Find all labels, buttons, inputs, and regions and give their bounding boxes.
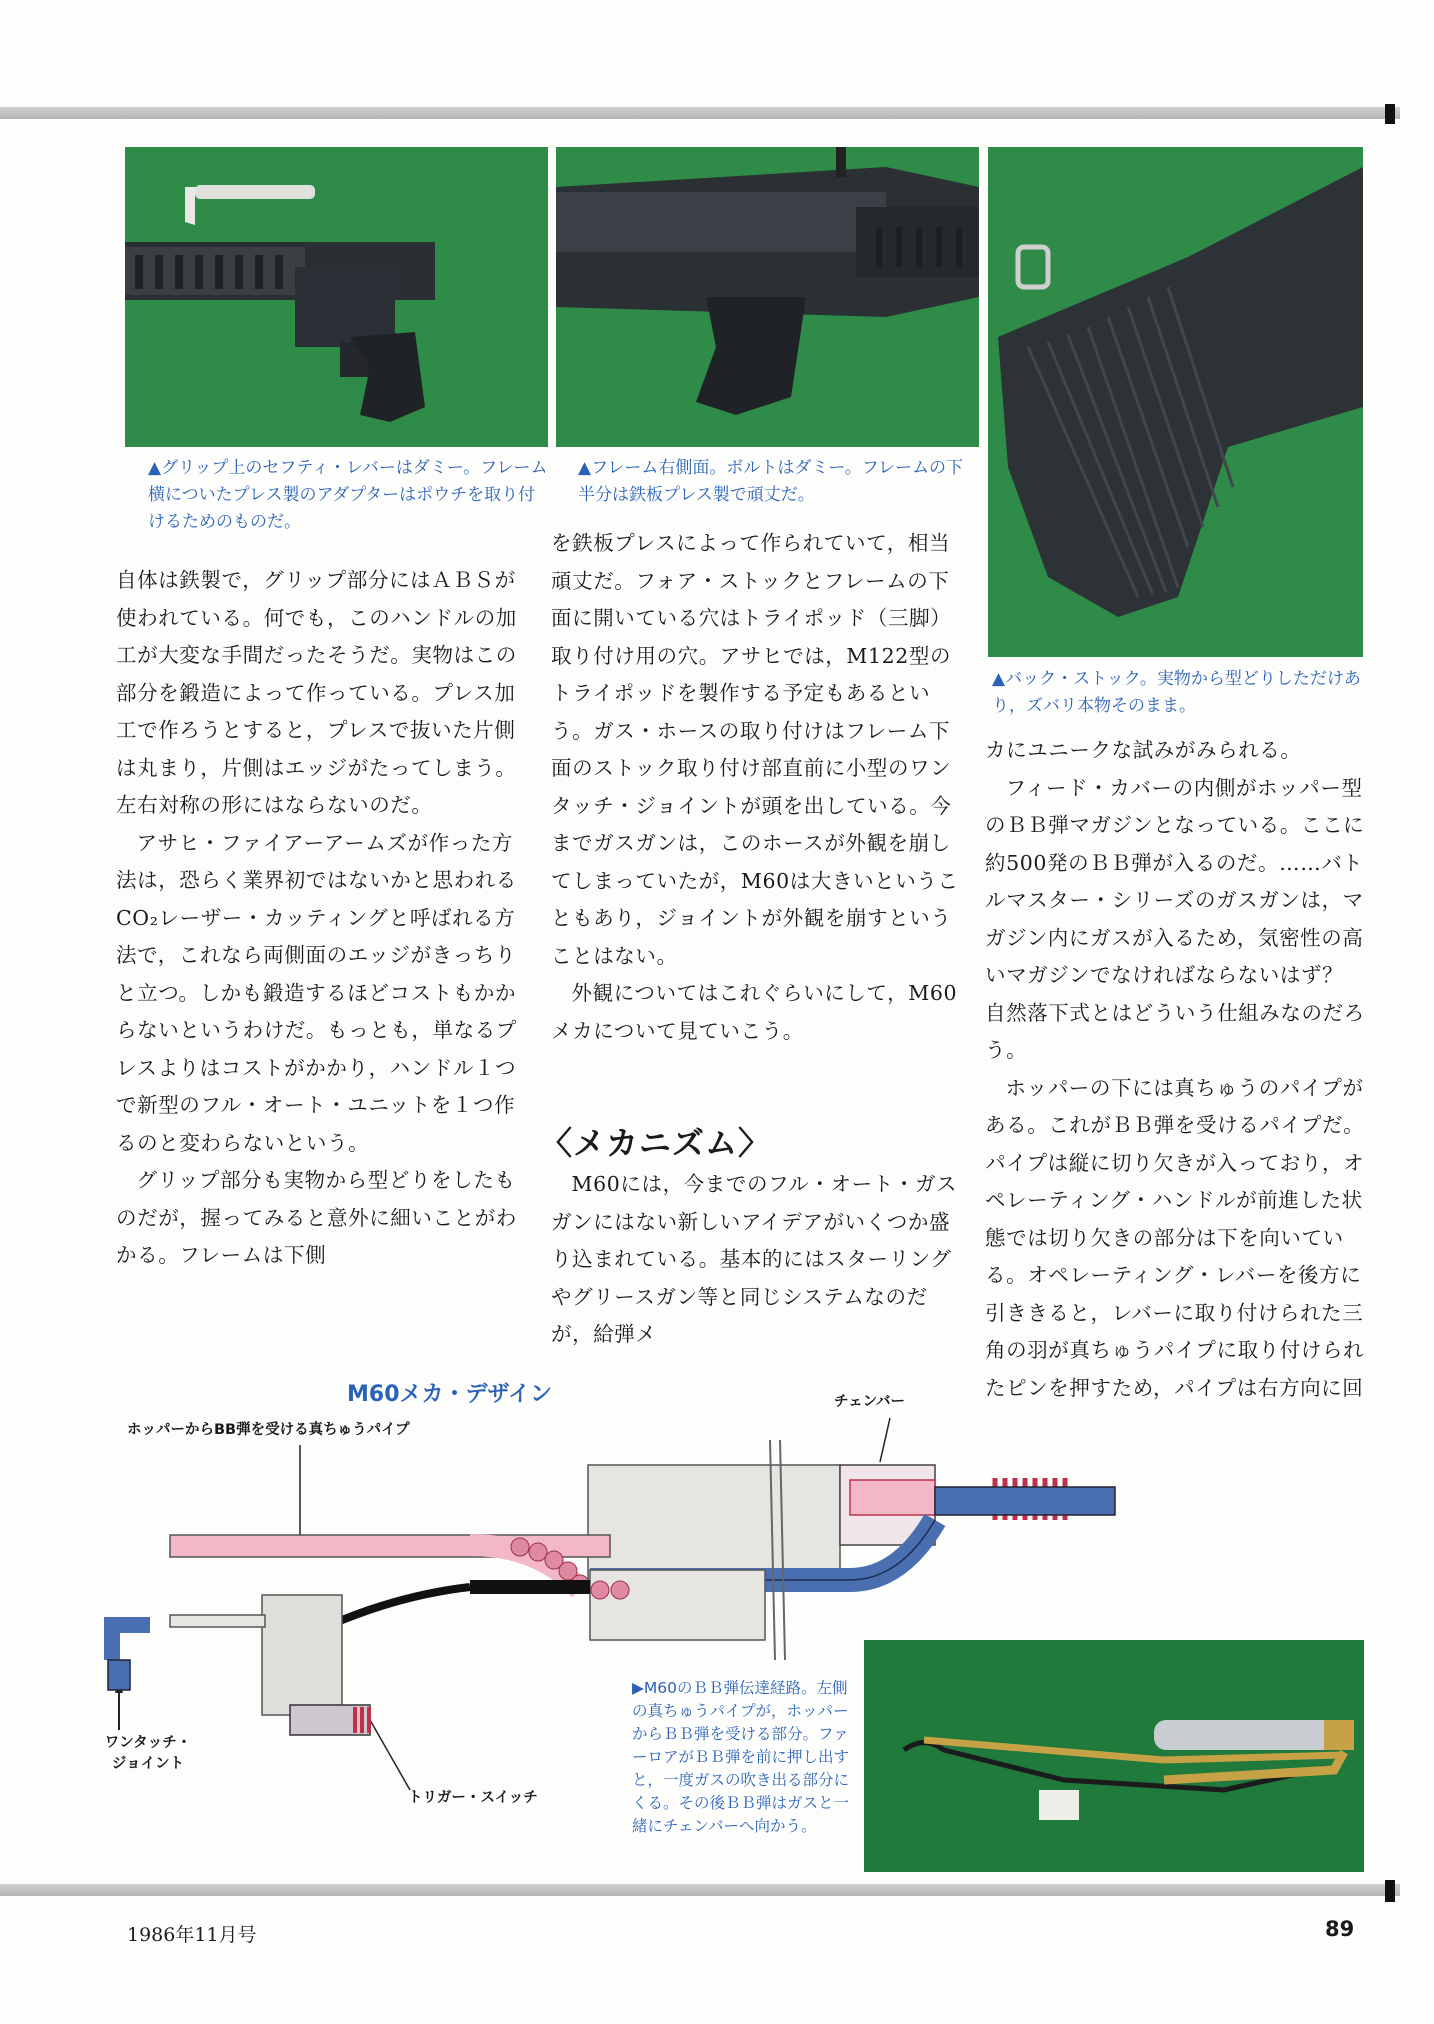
diagram-title: M60メカ・デザイン — [347, 1382, 552, 1407]
col3-paragraph-3: ホッパーの下には真ちゅうのパイプがある。これがＢＢ弾を受けるパイプだ。パイプは縦に切り欠きが入っており，オペレーティング・ハンドルが前進した状態では切り欠きの部分は下を向いている。オペレーティング・レバーを後方に引ききると，レバーに取り付けられた三角の羽が真ちゅうパイプに取り付けられたピンを押すため，パイプは右方向に回 — [985, 1075, 1365, 1400]
caption-bb-path: ▶M60のＢＢ弾伝達経路。左側の真ちゅうパイプが，ホッパーからＢＢ弾を受ける部分。ファーロアがＢＢ弾を前に押し出すと，一度ガスの吹き出る部分にくる。その後ＢＢ弾はガスと一緒にチェンバーへ向かう。 — [632, 1679, 850, 1835]
photo-grip — [125, 147, 548, 447]
col2-paragraph-1: を鉄板プレスによって作られていて，相当頑丈だ。フォア・ストックとフレームの下面に開いている穴はトライポッド（三脚）取り付け用の穴。アサヒでは，M122型のトライポッドを製作する予定もあるという。ガス・ホースの取り付けはフレーム下面のストック取り付け部直前に小型のワンタッチ・ジョイントが頭を出している。今までガスガンは，このホースが外観を崩してしまっていたが，M60は大きいということもあり，ジョイントが外観を崩すということはない。 — [551, 531, 959, 968]
photo-grip-image — [125, 147, 548, 447]
col3-paragraph-1: カにユニークな試みがみられる。 — [985, 738, 1302, 762]
footer-issue-date: 1986年11月号 — [127, 1924, 257, 1946]
label-one-touch-joint: ワンタッチ・ジョイント — [104, 1735, 192, 1772]
bottom-rule — [0, 1884, 1400, 1896]
section-heading-mechanism: 〈メカニズム〉 — [540, 1124, 772, 1162]
bottom-rule-mark — [1385, 1880, 1395, 1902]
caption-grip: ▲グリップ上のセフティ・レバーはダミー。フレーム横についたプレス製のアダプターはポウチを取り付けるためのものだ。 — [148, 458, 548, 532]
text-column-3 — [985, 732, 1375, 1407]
photo-bb-path — [864, 1640, 1364, 1872]
text-column-2b — [551, 1166, 966, 1354]
col2-paragraph-3: M60には，今までのフル・オート・ガスガンにはない新しいアイデアがいくつか盛り込まれている。基本的にはスターリングやグリースガン等と同じシステムなのだが，給弾メ — [551, 1172, 958, 1346]
photo-bb-path-image — [864, 1640, 1364, 1872]
col1-paragraph-1: 自体は鉄製で，グリップ部分にはＡＢＳが使われている。何でも，このハンドルの加工が大変な手間だったそうだ。実物はこの部分を鍛造によって作っている。プレス加工で作ろうとすると，プレスで抜いた片側は丸まり，片側はエッジがたってしまう。左右対称の形にはならないのだ。 — [116, 568, 517, 817]
photo-stock — [988, 147, 1363, 657]
caption-frame: ▲フレーム右側面。ボルトはダミー。フレームの下半分は鉄板プレス製で頑丈だ。 — [578, 458, 964, 505]
text-column-1 — [116, 562, 531, 1275]
col3-paragraph-2: フィード・カバーの内側がホッパー型のＢＢ弾マガジンとなっている。ここに約500発のＢＢ弾が入るのだ。……バトルマスター・シリーズのガスガンは，マガジン内にガスが入るため，気密性の高いマガジンでなければならないはず？ 自然落下式とはどういう仕組みなのだろう。 — [985, 775, 1365, 1062]
photo-stock-image — [988, 147, 1363, 657]
text-column-2 — [551, 525, 966, 1050]
caption-stock: ▲バック・ストック。実物から型どりしただけあり，ズバリ本物そのまま。 — [992, 669, 1361, 716]
top-rule-mark — [1385, 104, 1395, 124]
col2-paragraph-2: 外観についてはこれぐらいにして，M60メカについて見ていこう。 — [551, 981, 958, 1043]
label-trigger-switch: トリガー・スイッチ — [408, 1790, 538, 1806]
col1-paragraph-3: グリップ部分も実物から型どりをしたものだが，握ってみると意外に細いことがわかる。フレームは下側 — [116, 1168, 517, 1267]
footer-page-number: 89 — [1325, 1917, 1355, 1941]
col1-paragraph-2: アサヒ・ファイアーアームズが作った方法は，恐らく業界初ではないかと思われるCO₂レーザー・カッティングと呼ばれる方法で，これなら両側面のエッジがきっちりと立つ。しかも鍛造するほどコストもかからないというわけだ。もっとも，単なるプレスよりはコストがかかり，ハンドル１つで新型のフル・オート・ユニットを１つ作るのと変わらないという。 — [116, 830, 517, 1155]
photo-frame-image — [556, 147, 979, 447]
photo-frame — [556, 147, 979, 447]
label-brass-pipe: ホッパーからBB弾を受ける真ちゅうパイプ — [127, 1422, 410, 1438]
label-chamber: チェンバー — [834, 1394, 906, 1410]
top-rule — [0, 107, 1400, 119]
